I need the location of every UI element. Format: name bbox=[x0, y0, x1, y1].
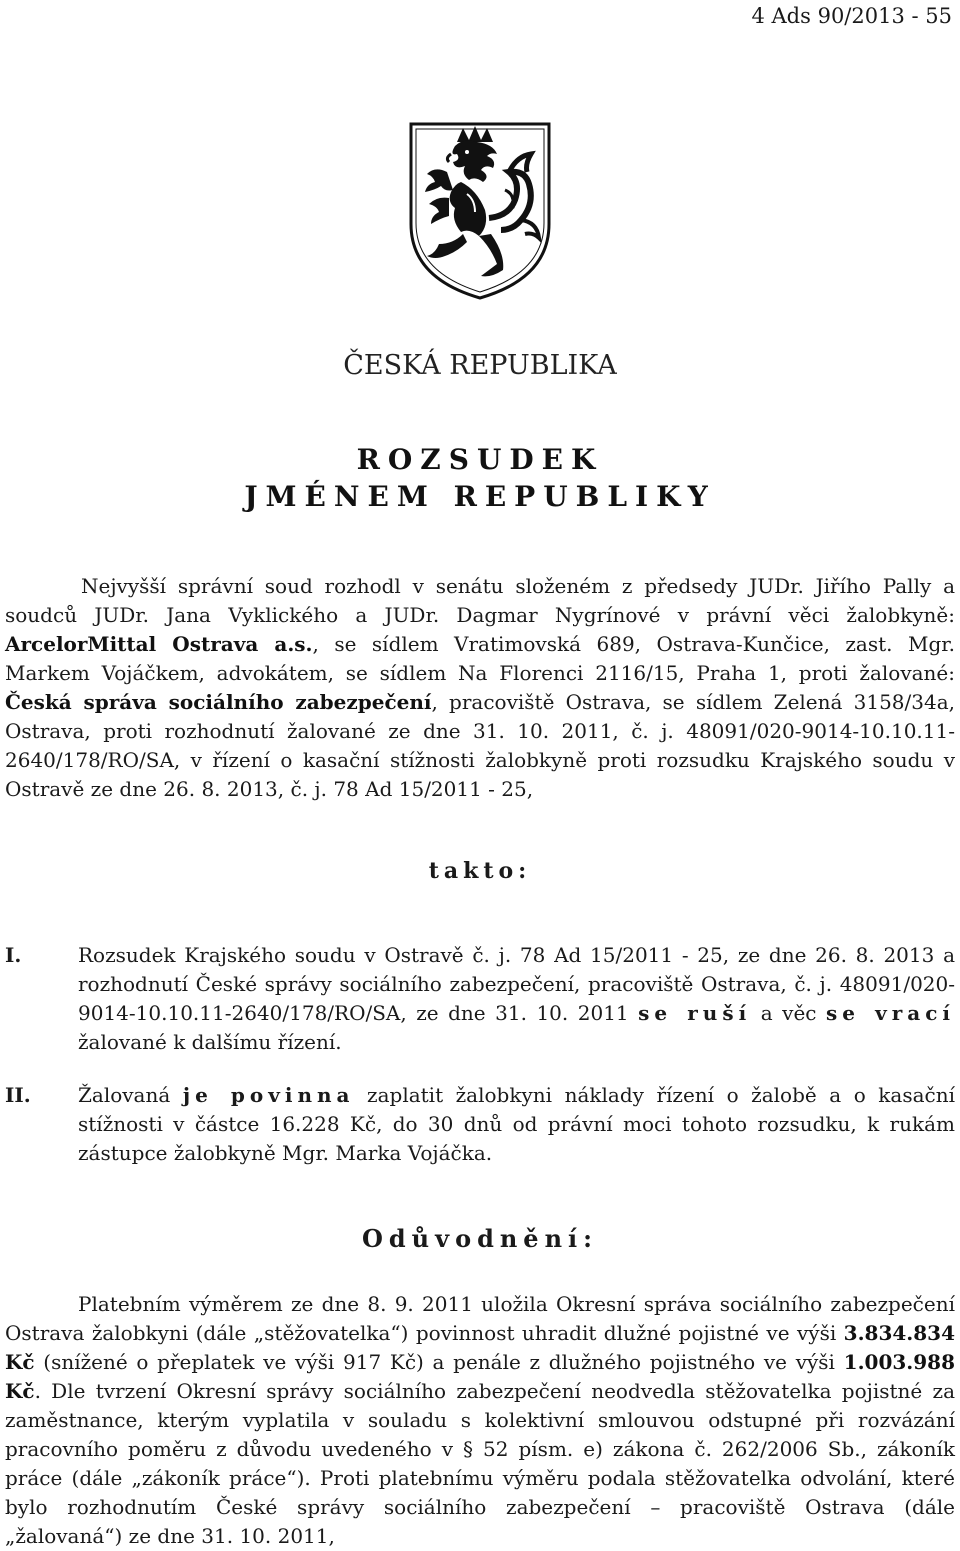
judgment-title: ROZSUDEK bbox=[356, 443, 604, 476]
verdict-2-text-1: Žalovaná bbox=[78, 1083, 183, 1107]
case-number: 4 Ads 90/2013 - 55 bbox=[751, 4, 952, 28]
verdict-number-2: II. bbox=[5, 1083, 31, 1107]
verdict-1-emphasis-1: se ruší bbox=[638, 1001, 752, 1025]
intro-text-2: , se sídlem Vratimovská 689, Ostrava-Kunčice, zast. Mgr. Markem Vojáčkem, advokátem, se sídlem Na Florenci 2116/15, Praha 1, proti žalované: bbox=[5, 632, 955, 685]
intro-paragraph bbox=[5, 572, 955, 804]
verdict-1-text-1: Rozsudek Krajského soudu v Ostravě č. j. 78 Ad 15/2011 - 25, ze dne 26. 8. 2013 a rozhodnutí České správy sociálního zabezpečení, pracoviště Ostrava, č. j. 48091/020-9014-10.10.11-2640/178/RO/SA, ze dne 31. 10. 2011 bbox=[78, 943, 955, 1025]
intro-text-1: Nejvyšší správní soud rozhodl v senátu složeném z předsedy JUDr. Jiřího Pally a soudců JUDr. Jana Vyklického a JUDr. Dagmar Nygrínové v právní věci žalobkyně: bbox=[5, 574, 955, 627]
verdict-item-2 bbox=[5, 1081, 955, 1168]
verdict-2-text-2: zaplatit žalobkyni náklady řízení o žalobě a o kasační stížnosti v částce 16.228 Kč, do 30 dnů od právní moci tohoto rozsudku, k rukám zástupce žalobkyně Mgr. Marka Vojáčka. bbox=[78, 1083, 955, 1165]
reasoning-text-3: . Dle tvrzení Okresní správy sociálního zabezpečení neodvedla stěžovatelka pojistné za zaměstnance, kterým vyplatila v souladu s kolektivní smlouvou odstupné při rozvázání pracovního poměru z důvodu uvedeného v § 52 písm. e) zákona č. 262/2006 Sb., zákoník práce (dále „zákoník práce“). Proti platebnímu výměru podala stěžovatelka odvolání, které bylo rozhodnutím České správy sociálního zabezpečení – pracoviště Ostrava (dále „žalovaná“) ze dne 31. 10. 2011, bbox=[5, 1379, 955, 1548]
czech-lion-coat-of-arms-icon bbox=[405, 120, 555, 302]
intro-text-3: , pracoviště Ostrava, se sídlem Zelená 3158/34a, Ostrava, proti rozhodnutí žalované ze dne 31. 10. 2011, č. j. 48091/020-9014-10.10.11-2640/178/RO/SA, v řízení o kasační stížnosti žalobkyně proti rozsudku Krajského soudu v Ostravě ze dne 26. 8. 2013, č. j. 78 Ad 15/2011 - 25, bbox=[5, 690, 955, 801]
takto-heading: takto: bbox=[428, 858, 532, 884]
verdict-number-1: I. bbox=[5, 943, 22, 967]
reasoning-text-1: Platebním výměrem ze dne 8. 9. 2011 uložila Okresní správa sociálního zabezpečení Ostrava žalobkyni (dále „stěžovatelka“) povinnost uhradit dlužné pojistné ve výši bbox=[5, 1292, 955, 1345]
verdict-1-text-2: a věc bbox=[751, 1001, 826, 1025]
reasoning-amount-1: 3.834.834 Kč bbox=[5, 1321, 955, 1374]
reasoning-heading: Odůvodnění: bbox=[361, 1224, 598, 1253]
country-heading: ČESKÁ REPUBLIKA bbox=[343, 350, 617, 381]
verdict-1-emphasis-2: se vrací bbox=[826, 1001, 955, 1025]
judgment-subtitle: JMÉNEM REPUBLIKY bbox=[244, 480, 716, 513]
verdict-item-1 bbox=[5, 941, 955, 1057]
reasoning-paragraph bbox=[5, 1290, 955, 1551]
plaintiff-name: ArcelorMittal Ostrava a.s. bbox=[5, 632, 313, 656]
reasoning-amount-2: 1.003.988 Kč bbox=[5, 1350, 955, 1403]
defendant-name: Česká správa sociálního zabezpečení bbox=[5, 690, 432, 714]
verdict-1-text-3: žalované k dalšímu řízení. bbox=[78, 1030, 342, 1054]
verdict-2-emphasis-1: je povinna bbox=[182, 1083, 355, 1107]
reasoning-text-2: (snížené o přeplatek ve výši 917 Kč) a penále z dlužného pojistného ve výši bbox=[34, 1350, 844, 1374]
